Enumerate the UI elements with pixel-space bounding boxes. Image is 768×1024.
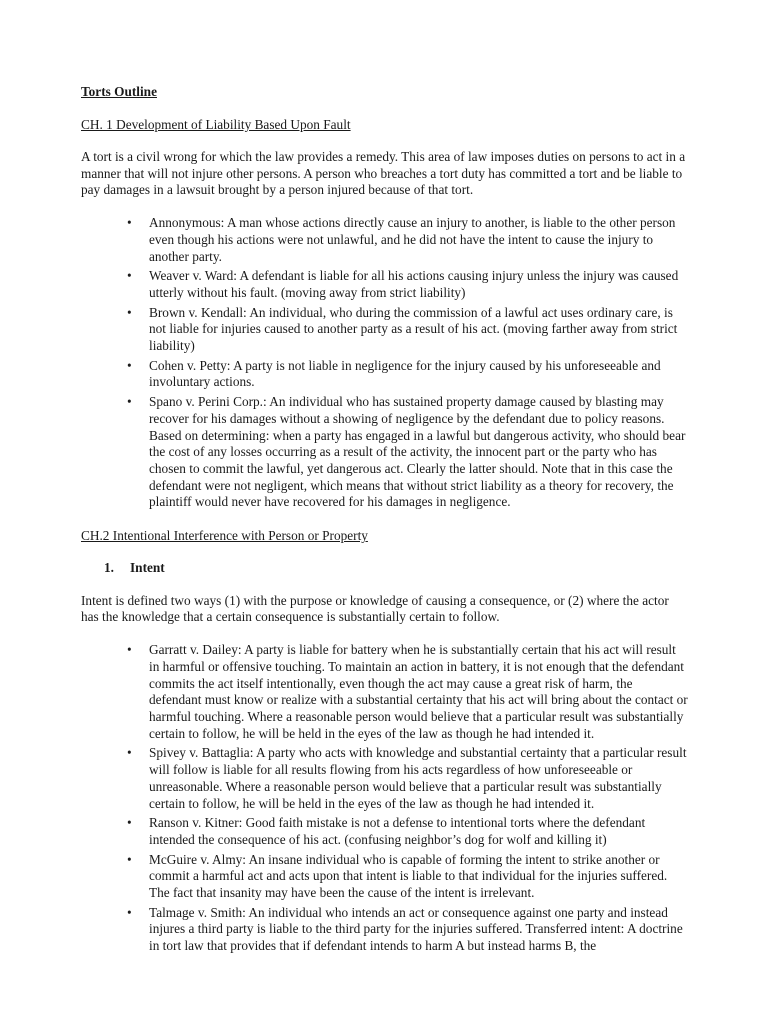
- list-item: [81, 745, 688, 812]
- case-text: Brown v. Kendall: An individual, who during the commission of a lawful act uses ordinary care, is not liable for injuries caused to another party as a result of his act. (moving farther away from strict liability): [149, 304, 678, 354]
- list-item: [81, 268, 688, 301]
- list-item: [81, 905, 688, 955]
- case-text: McGuire v. Almy: An insane individual who is capable of forming the intent to strike another or commit a harmful act and acts upon that intent is liable to that individual for the injuries suffered. The fact that insanity may have been the cause of the intent is irrelevant.: [149, 851, 668, 901]
- case-text: Weaver v. Ward: A defendant is liable for all his actions causing injury unless the injury was caused utterly without his fault. (moving away from strict liability): [149, 268, 679, 300]
- bullet-icon: •: [127, 268, 132, 284]
- case-text: Annonymous: A man whose actions directly cause an injury to another, is liable to the other person even though his actions were not unlawful, and he did not have the intent to cause the injury to another party.: [149, 215, 676, 264]
- section-title: Intent: [130, 560, 165, 576]
- bullet-icon: •: [127, 745, 132, 761]
- section-heading-intent: [81, 560, 688, 577]
- bullet-icon: •: [127, 304, 132, 320]
- list-item: [81, 815, 688, 848]
- case-text: Garratt v. Dailey: A party is liable for battery when he is substantially certain that his act will result in harmful or offensive touching. To maintain an action in battery, it is not enough that the defendant commits the act itself intentionally, even though the act may cause a great risk of harm, the defendant must know or realize with a substantial certainty that his act will bring about the contact or harmful touching. Where a reasonable person would believe that a particular result was substantially certain to follow, he will be held in the eyes of the law as though he had intended it.: [149, 642, 688, 741]
- bullet-icon: •: [127, 642, 132, 658]
- list-item: [81, 215, 688, 265]
- bullet-icon: •: [127, 904, 132, 920]
- list-item: [81, 305, 688, 355]
- case-text: Talmage v. Smith: An individual who intends an act or consequence against one party and instead injures a third party is liable to the third party for the injuries suffered. Transferred intent: A doctrine in tort law that provides that if defendant intends to harm A but instead harms B, the: [149, 904, 683, 954]
- chapter-2-heading: CH.2 Intentional Interference with Person or Property: [81, 528, 368, 544]
- list-item: [81, 852, 688, 902]
- list-item: [81, 642, 688, 742]
- case-text: Cohen v. Petty: A party is not liable in negligence for the injury caused by his unforeseeable and involuntary actions.: [149, 357, 661, 390]
- bullet-icon: •: [127, 815, 132, 831]
- case-text: Ranson v. Kitner: Good faith mistake is not a defense to intentional torts where the defendant intended the consequence of his act. (confusing neighbor’s dog for wolf and killing it): [149, 815, 646, 847]
- chapter-1-heading: CH. 1 Development of Liability Based Upon Fault: [81, 117, 351, 132]
- bullet-icon: •: [127, 394, 132, 410]
- case-text: Spivey v. Battaglia: A party who acts with knowledge and substantial certainty that a particular result will follow is liable for all results flowing from his acts regardless of how unforeseeable or unreasonable. Where a reasonable person would believe that a particular result was substantially certain to follow, he will be held in the eyes of the law as though he had intended it.: [149, 745, 687, 811]
- section-number: 1.: [104, 560, 114, 576]
- case-text: Spano v. Perini Corp.: An individual who has sustained property damage caused by blasting may recover for his damages without a showing of negligence by the defendant due to policy reasons. Based on determining: when a party has engaged in a lawful but dangerous activity, who should bear the cost of any losses occurring as a result of the activity, the innocent part or the party who has chosen to commit the lawful, yet dangerous act. Clearly the latter should. Note that in this case the defendant were not negligent, which means that without strict liability as a theory for recovery, the plaintiff would never have recovered for his damages in negligence.: [149, 394, 686, 510]
- document-title: Torts Outline: [81, 84, 157, 99]
- list-item: [81, 394, 688, 511]
- chapter-1-case-list: [81, 215, 688, 511]
- intent-case-list: [81, 642, 688, 955]
- intent-definition: Intent is defined two ways (1) with the purpose or knowledge of causing a consequence, or (2) where the actor has the knowledge that a certain consequence is substantially certain to follow.: [81, 592, 669, 625]
- bullet-icon: •: [127, 357, 132, 373]
- bullet-icon: •: [127, 851, 132, 867]
- chapter-1-intro: A tort is a civil wrong for which the law provides a remedy. This area of law imposes duties on persons to act in a manner that will not injure other persons. A person who breaches a tort duty has committed a tort and be liable to pay damages in a lawsuit brought by a person injured because of that tort.: [81, 149, 686, 198]
- list-item: [81, 358, 688, 391]
- bullet-icon: •: [127, 215, 132, 231]
